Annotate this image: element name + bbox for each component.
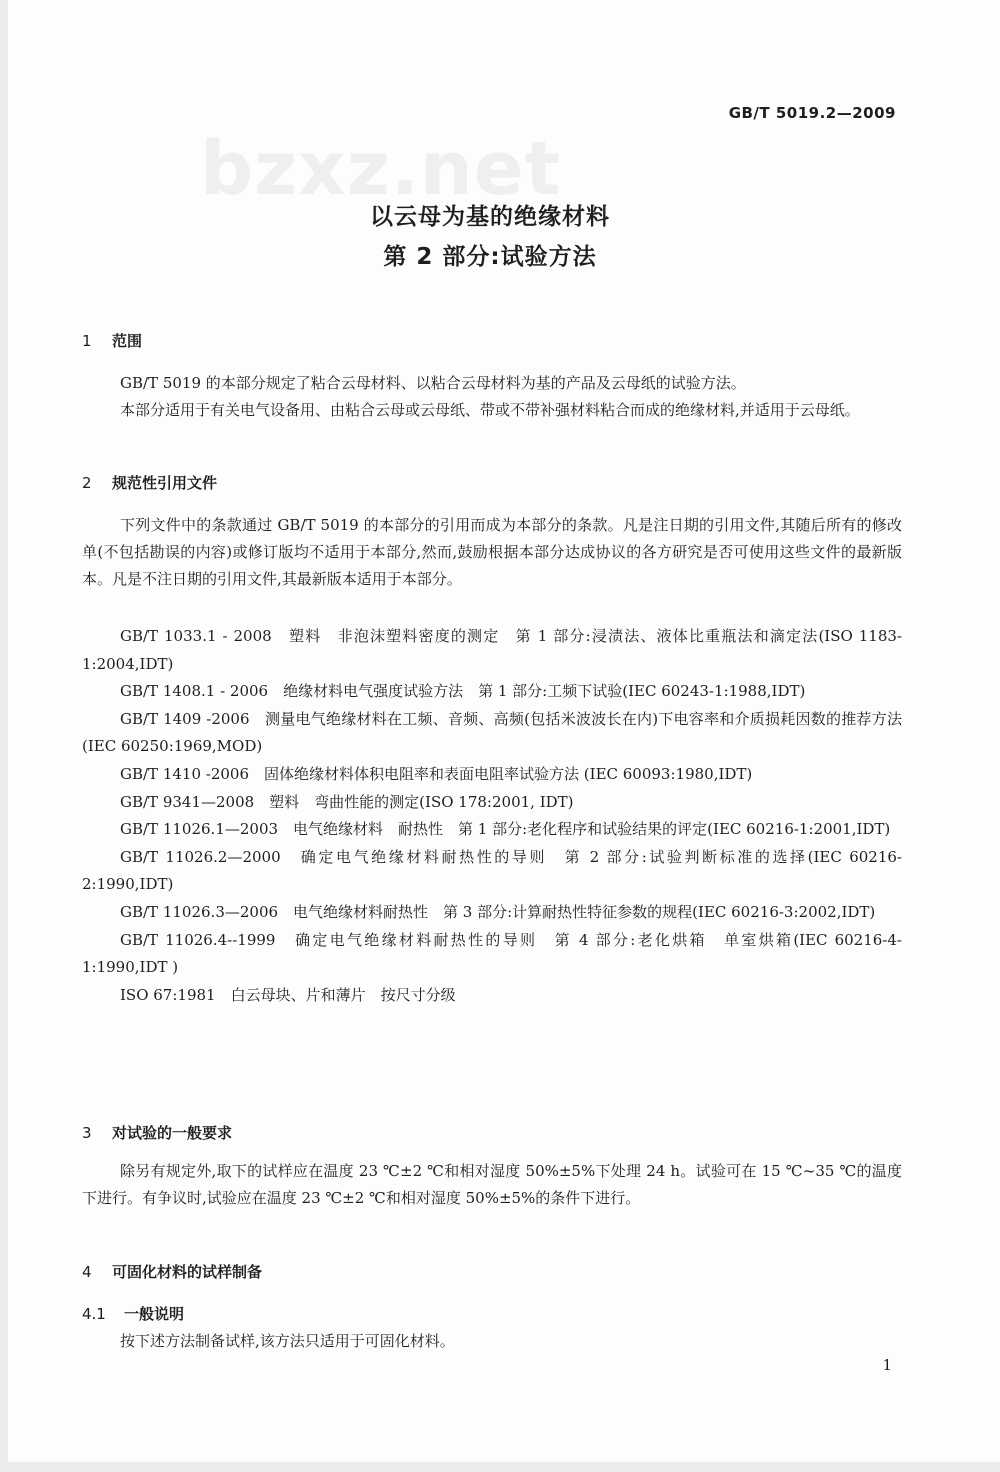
reference-item: GB/T 1409 -2006 测量电气绝缘材料在工频、音频、高频(包括米波波长在内)下电容率和介质损耗因数的推荐方法(IEC 60250:1969,MOD): [82, 709, 902, 756]
section-number: 2: [82, 474, 92, 492]
page-number: 1: [882, 1356, 892, 1374]
subsection-title: 一般说明: [124, 1305, 185, 1323]
document-subtitle: 第 2 部分:试验方法: [383, 244, 597, 270]
paragraph: 本部分适用于有关电气设备用、由粘合云母或云母纸、带或不带补强材料粘合而成的绝缘材料,并适用于云母纸。: [120, 401, 860, 419]
watermark: bzxz.net: [200, 126, 562, 212]
reference-item: GB/T 11026.3—2006 电气绝缘材料耐热性 第 3 部分:计算耐热性特征参数的规程(IEC 60216-3:2002,IDT): [120, 902, 876, 921]
reference-item: ISO 67:1981 白云母块、片和薄片 按尺寸分级: [120, 985, 456, 1004]
section-number: 3: [82, 1124, 92, 1142]
document-title: 以云母为基的绝缘材料: [370, 204, 610, 230]
reference-item: GB/T 9341—2008 塑料 弯曲性能的测定(ISO 178:2001, IDT): [120, 792, 574, 811]
section-title: 对试验的一般要求: [112, 1124, 233, 1142]
paragraph: 下列文件中的条款通过 GB/T 5019 的本部分的引用而成为本部分的条款。凡是注日期的引用文件,其随后所有的修改单(不包括勘误的内容)或修订版均不适用于本部分,然而,鼓励根据本部分达成协议的各方研究是否可使用这些文件的最新版本。凡是不注日期的引用文件,其最新版本适用于本部分。: [82, 516, 902, 588]
section-1-heading: [82, 330, 142, 351]
standard-number: GB/T 5019.2—2009: [728, 104, 896, 122]
scan-edge-bottom: [0, 1462, 1000, 1472]
subsection-4-1-heading: [82, 1303, 184, 1324]
reference-item: GB/T 11026.1—2003 电气绝缘材料 耐热性 第 1 部分:老化程序和试验结果的评定(IEC 60216-1:2001,IDT): [120, 820, 891, 839]
paragraph: 除另有规定外,取下的试样应在温度 23 ℃±2 ℃和相对湿度 50%±5%下处理 24 h。试验可在 15 ℃~35 ℃的温度下进行。有争议时,试验应在温度 23 ℃±2 ℃和相对湿度 50%±5%的条件下进行。: [82, 1162, 902, 1207]
subsection-number: 4.1: [82, 1305, 106, 1323]
section-2-heading: [82, 472, 217, 493]
reference-item: GB/T 11026.2—2000 确定电气绝缘材料耐热性的导则 第 2 部分:试验判断标准的选择(IEC 60216-2:1990,IDT): [82, 847, 902, 894]
section-4-heading: [82, 1261, 262, 1282]
reference-item: GB/T 1033.1 - 2008 塑料 非泡沫塑料密度的测定 第 1 部分:浸渍法、液体比重瓶法和滴定法(ISO 1183-1:2004,IDT): [82, 627, 902, 673]
reference-item: GB/T 1408.1 - 2006 绝缘材料电气强度试验方法 第 1 部分:工频下试验(IEC 60243-1:1988,IDT): [120, 682, 806, 701]
reference-item: GB/T 1410 -2006 固体绝缘材料体积电阻率和表面电阻率试验方法 (IEC 60093:1980,IDT): [120, 764, 753, 783]
section-number: 4: [82, 1263, 92, 1281]
reference-list: [82, 623, 902, 1009]
reference-item: GB/T 11026.4--1999 确定电气绝缘材料耐热性的导则 第 4 部分:老化烘箱 单室烘箱(IEC 60216-4-1:1990,IDT ): [82, 930, 902, 977]
section-title: 范围: [112, 332, 143, 350]
paragraph: GB/T 5019 的本部分规定了粘合云母材料、以粘合云母材料为基的产品及云母纸的试验方法。: [120, 374, 746, 392]
section-title: 规范性引用文件: [112, 474, 218, 492]
section-number: 1: [82, 332, 92, 350]
section-3-heading: [82, 1122, 232, 1143]
section-title: 可固化材料的试样制备: [112, 1263, 263, 1281]
paragraph: 按下述方法制备试样,该方法只适用于可固化材料。: [120, 1332, 455, 1350]
